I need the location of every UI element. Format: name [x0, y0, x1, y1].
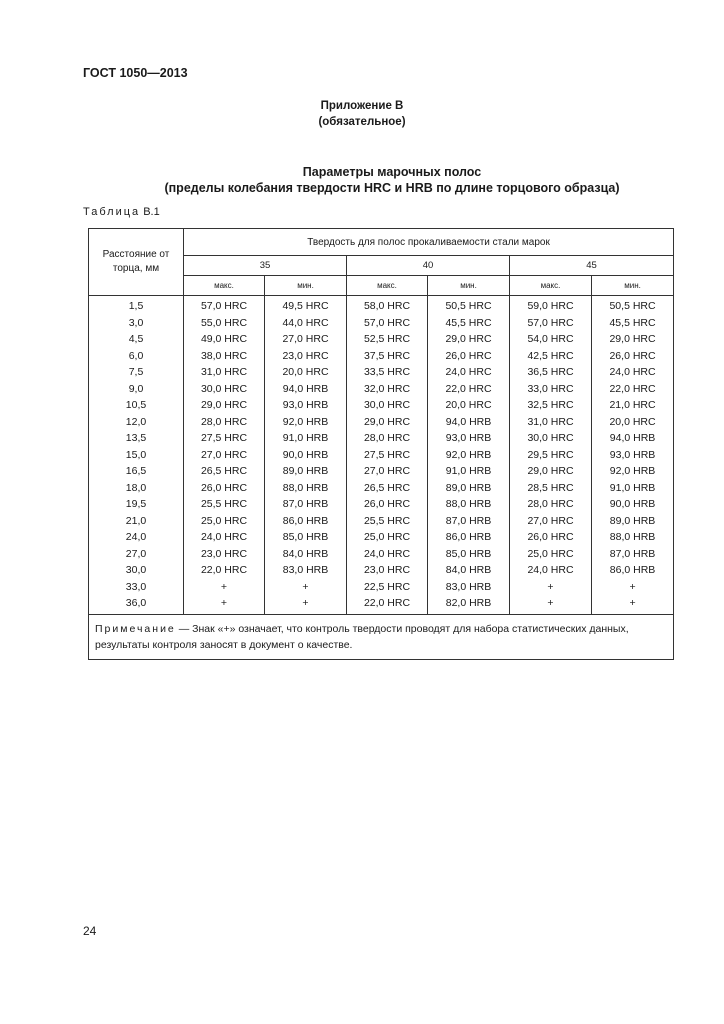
- hardness-cell: 28,5 HRC: [510, 480, 592, 497]
- hardness-cell: 20,0 HRC: [428, 397, 510, 414]
- hardness-cell: 33,0 HRC: [510, 381, 592, 398]
- table-row: [89, 296, 674, 315]
- hardness-cell: 92,0 HRB: [428, 447, 510, 464]
- distance-cell: 10,5: [89, 397, 184, 414]
- hardness-cell: 50,5 HRC: [428, 296, 510, 315]
- appendix-title: Приложение В: [320, 100, 404, 112]
- hardness-cell: 22,0 HRC: [184, 562, 265, 579]
- hardness-cell: 91,0 HRB: [265, 430, 347, 447]
- hardness-cell: 85,0 HRB: [265, 529, 347, 546]
- hardness-cell: 24,0 HRC: [184, 529, 265, 546]
- distance-cell: 3,0: [89, 315, 184, 332]
- hardness-cell: 49,5 HRC: [265, 296, 347, 315]
- hardness-cell: 27,0 HRC: [510, 513, 592, 530]
- hardness-cell: 91,0 HRB: [428, 463, 510, 480]
- appendix-status: (обязательное): [318, 116, 406, 128]
- table-caption-label: Таблица: [83, 206, 141, 218]
- distance-cell: 21,0: [89, 513, 184, 530]
- hardness-cell: 55,0 HRC: [184, 315, 265, 332]
- hardness-cell: +: [184, 595, 265, 614]
- hardness-cell: +: [592, 595, 674, 614]
- hardness-cell: 93,0 HRB: [265, 397, 347, 414]
- hardness-cell: 84,0 HRB: [265, 546, 347, 563]
- hardness-cell: 27,0 HRC: [184, 447, 265, 464]
- hardness-cell: 33,5 HRC: [347, 364, 428, 381]
- hardness-cell: +: [265, 595, 347, 614]
- hardness-cell: +: [510, 579, 592, 596]
- hardness-cell: 84,0 HRB: [428, 562, 510, 579]
- distance-cell: 19,5: [89, 496, 184, 513]
- hardness-cell: 21,0 HRC: [592, 397, 674, 414]
- hardness-cell: 88,0 HRB: [428, 496, 510, 513]
- hardness-cell: 22,5 HRC: [347, 579, 428, 596]
- hardness-cell: 91,0 HRB: [592, 480, 674, 497]
- distance-cell: 33,0: [89, 579, 184, 596]
- page-number: 24: [83, 924, 97, 938]
- hardness-cell: 58,0 HRC: [347, 296, 428, 315]
- hardness-cell: 89,0 HRB: [265, 463, 347, 480]
- hardness-cell: 44,0 HRC: [265, 315, 347, 332]
- hardness-cell: 93,0 HRB: [592, 447, 674, 464]
- hardness-cell: 28,0 HRC: [347, 430, 428, 447]
- hardness-cell: 87,0 HRB: [592, 546, 674, 563]
- hardness-cell: 25,0 HRC: [347, 529, 428, 546]
- table-row: [89, 529, 674, 546]
- distance-cell: 27,0: [89, 546, 184, 563]
- hardness-cell: 89,0 HRB: [592, 513, 674, 530]
- hardness-cell: 88,0 HRB: [265, 480, 347, 497]
- hardness-cell: 92,0 HRB: [592, 463, 674, 480]
- table-row: [89, 364, 674, 381]
- hardness-cell: 88,0 HRB: [592, 529, 674, 546]
- hardness-cell: 86,0 HRB: [592, 562, 674, 579]
- table-row: [89, 447, 674, 464]
- table-caption-number: В.1: [143, 206, 160, 218]
- table-row: [89, 496, 674, 513]
- hardness-cell: +: [592, 579, 674, 596]
- table-row: [89, 546, 674, 563]
- subheader-min: мин.: [265, 276, 347, 296]
- hardness-cell: 25,0 HRC: [510, 546, 592, 563]
- hardness-cell: 26,0 HRC: [184, 480, 265, 497]
- hardness-cell: 37,5 HRC: [347, 348, 428, 365]
- hardness-cell: 30,0 HRC: [510, 430, 592, 447]
- hardness-cell: 29,5 HRC: [510, 447, 592, 464]
- subheader-max: макс.: [347, 276, 428, 296]
- hardness-cell: 26,0 HRC: [347, 496, 428, 513]
- hardness-cell: 87,0 HRB: [265, 496, 347, 513]
- hardness-cell: 29,0 HRC: [510, 463, 592, 480]
- hardness-cell: 57,0 HRC: [184, 296, 265, 315]
- distance-cell: 13,5: [89, 430, 184, 447]
- hardness-cell: 49,0 HRC: [184, 331, 265, 348]
- hardness-cell: 29,0 HRC: [184, 397, 265, 414]
- column-header-distance: Расстояние от торца, мм: [89, 229, 184, 296]
- grade-header: 35: [184, 256, 347, 276]
- hardness-cell: 30,0 HRC: [347, 397, 428, 414]
- hardness-cell: 42,5 HRC: [510, 348, 592, 365]
- hardness-cell: 90,0 HRB: [592, 496, 674, 513]
- hardness-cell: 25,5 HRC: [184, 496, 265, 513]
- hardness-cell: 22,0 HRC: [592, 381, 674, 398]
- grade-header: 45: [510, 256, 674, 276]
- hardness-table: [88, 228, 674, 660]
- hardness-cell: +: [184, 579, 265, 596]
- distance-cell: 4,5: [89, 331, 184, 348]
- hardness-cell: 26,5 HRC: [347, 480, 428, 497]
- distance-cell: 1,5: [89, 296, 184, 315]
- hardness-cell: 57,0 HRC: [347, 315, 428, 332]
- note-label: Примечание: [95, 622, 176, 635]
- hardness-cell: 83,0 HRB: [428, 579, 510, 596]
- distance-cell: 16,5: [89, 463, 184, 480]
- hardness-cell: +: [265, 579, 347, 596]
- hardness-cell: 22,0 HRC: [347, 595, 428, 614]
- grade-header: 40: [347, 256, 510, 276]
- hardness-cell: 31,0 HRC: [184, 364, 265, 381]
- distance-cell: 12,0: [89, 414, 184, 431]
- subheader-max: макс.: [510, 276, 592, 296]
- section-subheading: (пределы колебания твердости HRC и HRB по длине торцового образца): [164, 181, 620, 195]
- hardness-cell: 30,0 HRC: [184, 381, 265, 398]
- hardness-cell: 86,0 HRB: [428, 529, 510, 546]
- hardness-cell: 26,5 HRC: [184, 463, 265, 480]
- hardness-cell: 45,5 HRC: [592, 315, 674, 332]
- hardness-cell: 24,0 HRC: [428, 364, 510, 381]
- table-row: [89, 397, 674, 414]
- document-code: ГОСТ 1050—2013: [83, 66, 188, 80]
- hardness-cell: 26,0 HRC: [592, 348, 674, 365]
- subheader-min: мин.: [428, 276, 510, 296]
- hardness-cell: 32,0 HRC: [347, 381, 428, 398]
- distance-cell: 30,0: [89, 562, 184, 579]
- hardness-cell: 23,0 HRC: [184, 546, 265, 563]
- table-row: [89, 430, 674, 447]
- table-caption: [83, 206, 160, 218]
- hardness-cell: 27,0 HRC: [347, 463, 428, 480]
- table-row: [89, 579, 674, 596]
- hardness-cell: 24,0 HRC: [510, 562, 592, 579]
- hardness-cell: 24,0 HRC: [347, 546, 428, 563]
- hardness-cell: 85,0 HRB: [428, 546, 510, 563]
- distance-cell: 6,0: [89, 348, 184, 365]
- note-text: — Знак «+» означает, что контроль твердости проводят для набора статистических данных, результаты контроля заносят в документ о качестве.: [95, 622, 629, 651]
- hardness-cell: 94,0 HRB: [428, 414, 510, 431]
- hardness-cell: 82,0 HRB: [428, 595, 510, 614]
- hardness-cell: 24,0 HRC: [592, 364, 674, 381]
- hardness-cell: 27,5 HRC: [184, 430, 265, 447]
- hardness-cell: 26,0 HRC: [510, 529, 592, 546]
- hardness-cell: 20,0 HRC: [592, 414, 674, 431]
- distance-cell: 7,5: [89, 364, 184, 381]
- distance-cell: 18,0: [89, 480, 184, 497]
- hardness-cell: 90,0 HRB: [265, 447, 347, 464]
- hardness-cell: 28,0 HRC: [510, 496, 592, 513]
- column-header-hardness: Твердость для полос прокаливаемости стали марок: [184, 229, 674, 256]
- table-row: [89, 463, 674, 480]
- hardness-cell: 36,5 HRC: [510, 364, 592, 381]
- hardness-cell: 28,0 HRC: [184, 414, 265, 431]
- table-row: [89, 348, 674, 365]
- hardness-cell: 25,0 HRC: [184, 513, 265, 530]
- table-row: [89, 414, 674, 431]
- hardness-cell: 26,0 HRC: [428, 348, 510, 365]
- table-row: [89, 381, 674, 398]
- hardness-cell: 23,0 HRC: [265, 348, 347, 365]
- hardness-cell: 92,0 HRB: [265, 414, 347, 431]
- distance-cell: 36,0: [89, 595, 184, 614]
- table-row: [89, 331, 674, 348]
- hardness-cell: 20,0 HRC: [265, 364, 347, 381]
- hardness-cell: 38,0 HRC: [184, 348, 265, 365]
- table-row: [89, 480, 674, 497]
- hardness-cell: 83,0 HRB: [265, 562, 347, 579]
- hardness-cell: 50,5 HRC: [592, 296, 674, 315]
- hardness-cell: 94,0 HRB: [592, 430, 674, 447]
- hardness-cell: 29,0 HRC: [592, 331, 674, 348]
- hardness-cell: 27,0 HRC: [265, 331, 347, 348]
- hardness-cell: 54,0 HRC: [510, 331, 592, 348]
- table-row: [89, 315, 674, 332]
- hardness-cell: 29,0 HRC: [347, 414, 428, 431]
- hardness-cell: 32,5 HRC: [510, 397, 592, 414]
- distance-cell: 24,0: [89, 529, 184, 546]
- hardness-cell: 22,0 HRC: [428, 381, 510, 398]
- subheader-min: мин.: [592, 276, 674, 296]
- table-row: [89, 595, 674, 614]
- hardness-cell: 89,0 HRB: [428, 480, 510, 497]
- hardness-cell: 87,0 HRB: [428, 513, 510, 530]
- hardness-cell: +: [510, 595, 592, 614]
- hardness-cell: 25,5 HRC: [347, 513, 428, 530]
- hardness-cell: 93,0 HRB: [428, 430, 510, 447]
- hardness-cell: 27,5 HRC: [347, 447, 428, 464]
- table-note: [89, 614, 674, 659]
- section-heading: Параметры марочных полос: [302, 165, 482, 179]
- hardness-cell: 57,0 HRC: [510, 315, 592, 332]
- hardness-cell: 31,0 HRC: [510, 414, 592, 431]
- hardness-cell: 86,0 HRB: [265, 513, 347, 530]
- hardness-cell: 94,0 HRB: [265, 381, 347, 398]
- hardness-cell: 29,0 HRC: [428, 331, 510, 348]
- table-body: [89, 296, 674, 615]
- hardness-cell: 59,0 HRC: [510, 296, 592, 315]
- hardness-cell: 23,0 HRC: [347, 562, 428, 579]
- hardness-cell: 45,5 HRC: [428, 315, 510, 332]
- subheader-max: макс.: [184, 276, 265, 296]
- table-row: [89, 562, 674, 579]
- distance-cell: 9,0: [89, 381, 184, 398]
- distance-cell: 15,0: [89, 447, 184, 464]
- table-row: [89, 513, 674, 530]
- hardness-cell: 52,5 HRC: [347, 331, 428, 348]
